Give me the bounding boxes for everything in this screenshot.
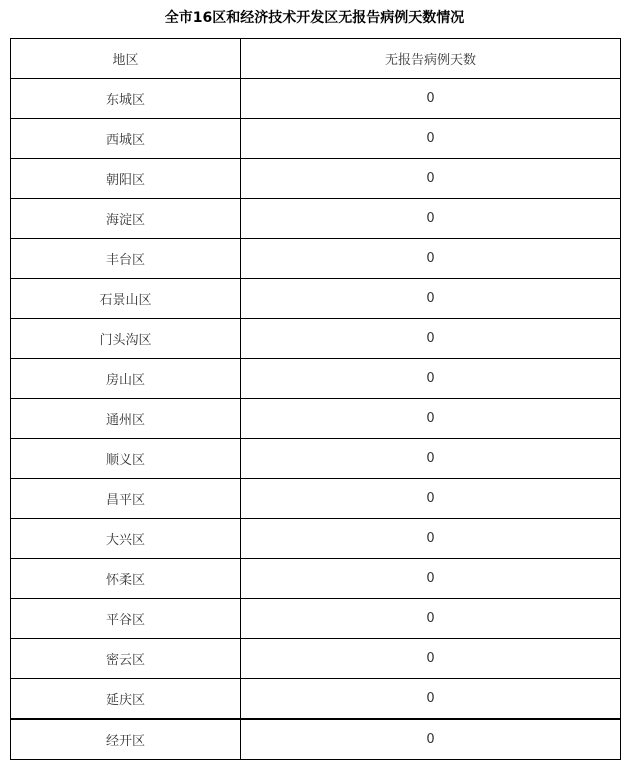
days-cell: 0 (241, 599, 621, 639)
days-cell: 0 (241, 639, 621, 679)
days-cell: 0 (241, 719, 621, 760)
days-cell: 0 (241, 399, 621, 439)
table-row (11, 359, 621, 399)
region-cell: 延庆区 (11, 679, 241, 720)
region-cell: 经开区 (11, 719, 241, 760)
table-row (11, 519, 621, 559)
table-row (11, 199, 621, 239)
table-row (11, 719, 621, 760)
region-cell: 东城区 (11, 79, 241, 119)
region-cell: 怀柔区 (11, 559, 241, 599)
region-cell: 平谷区 (11, 599, 241, 639)
table-row (11, 599, 621, 639)
days-cell: 0 (241, 199, 621, 239)
region-cell: 西城区 (11, 119, 241, 159)
days-cell: 0 (241, 519, 621, 559)
days-cell: 0 (241, 319, 621, 359)
days-cell: 0 (241, 439, 621, 479)
table-row (11, 399, 621, 439)
table-row (11, 79, 621, 119)
days-cell: 0 (241, 679, 621, 720)
table-row (11, 319, 621, 359)
days-cell: 0 (241, 239, 621, 279)
table-row (11, 679, 621, 720)
table-row (11, 119, 621, 159)
days-cell: 0 (241, 479, 621, 519)
page-title: 全市16区和经济技术开发区无报告病例天数情况 (164, 10, 465, 26)
region-cell: 顺义区 (11, 439, 241, 479)
table-row (11, 239, 621, 279)
region-cell: 大兴区 (11, 519, 241, 559)
table-header-row (11, 39, 621, 79)
region-cell: 通州区 (11, 399, 241, 439)
table-row (11, 159, 621, 199)
days-cell: 0 (241, 79, 621, 119)
table-row (11, 279, 621, 319)
days-cell: 0 (241, 119, 621, 159)
region-cell: 门头沟区 (11, 319, 241, 359)
table-row (11, 479, 621, 519)
region-cell: 丰台区 (11, 239, 241, 279)
header-days: 无报告病例天数 (241, 39, 621, 79)
region-cell: 房山区 (11, 359, 241, 399)
table-row (11, 439, 621, 479)
region-cell: 海淀区 (11, 199, 241, 239)
days-cell: 0 (241, 559, 621, 599)
days-cell: 0 (241, 159, 621, 199)
region-cell: 密云区 (11, 639, 241, 679)
region-cell: 昌平区 (11, 479, 241, 519)
header-region: 地区 (11, 39, 241, 79)
region-cell: 石景山区 (11, 279, 241, 319)
table-row (11, 559, 621, 599)
stats-table (10, 38, 621, 760)
table-row (11, 639, 621, 679)
region-cell: 朝阳区 (11, 159, 241, 199)
days-cell: 0 (241, 279, 621, 319)
days-cell: 0 (241, 359, 621, 399)
